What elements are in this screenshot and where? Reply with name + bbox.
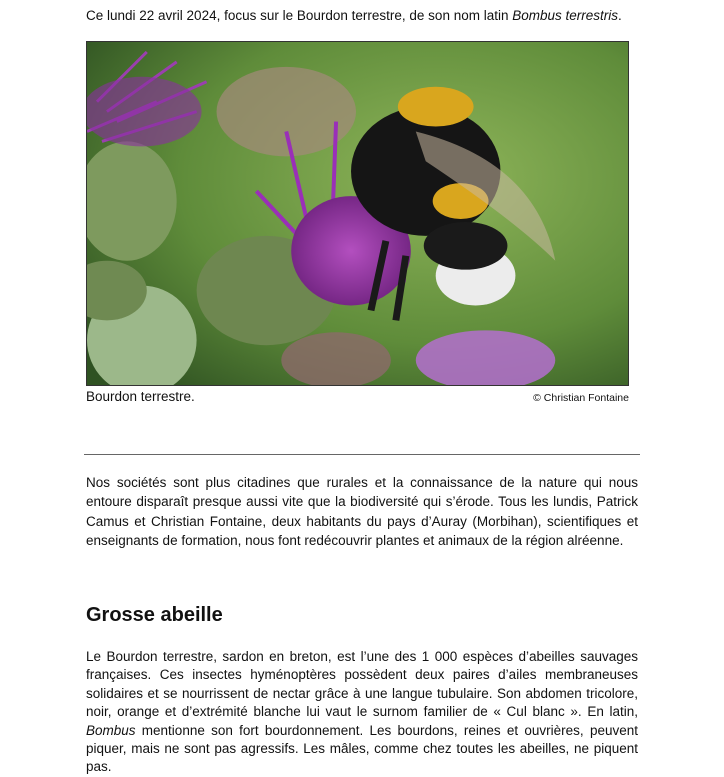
bumblebee-photo — [86, 41, 629, 386]
body-paragraph — [86, 648, 638, 777]
body-part-1: Le Bourdon terrestre, sardon en breton, est l’une des 1 000 espèces d’abeilles sauvages françaises. Ces insectes hyménoptères possèdent deux paires d’ailes membraneuses solidaires et se nourrissent de nectar grâce à une langue tubulaire. Son abdomen tricolore, noir, orange et d’extrémité blanche lui vaut le surnom familier de « Cul blanc ». En latin, — [86, 649, 638, 720]
photo-caption: Bourdon terrestre. — [86, 389, 195, 404]
body-latin-name: Bombus — [86, 722, 136, 738]
intro-latin-name: Bombus terrestris — [512, 8, 619, 23]
body-part-2: mentionne son fort bourdonnement. Les bourdons, reines et ouvrières, peuvent piquer, mais ne sont pas agressifs. Les mâles, comme chez toutes les abeilles, ne piquent pas. — [86, 722, 638, 775]
section-heading: Grosse abeille — [86, 604, 223, 626]
section-divider — [84, 454, 640, 455]
intro-suffix: . — [618, 8, 622, 23]
bumblebee-on-thistle-image — [87, 42, 628, 385]
intro-prefix: Ce lundi 22 avril 2024, focus sur le Bourdon terrestre, de son nom latin — [86, 8, 513, 23]
lead-paragraph: Nos sociétés sont plus citadines que rurales et la connaissance de la nature qui nous entoure disparaît presque aussi vite que la biodiversité qui s’érode. Tous les lundis, Patrick Camus et Christian Fontaine, deux habitants du pays d’Auray (Morbihan), scientifiques et enseignants de formation, nous font redécouvrir plantes et animaux de la région alréenne. — [86, 475, 638, 548]
intro-line — [86, 6, 646, 26]
photo-credit: © Christian Fontaine — [533, 392, 629, 404]
